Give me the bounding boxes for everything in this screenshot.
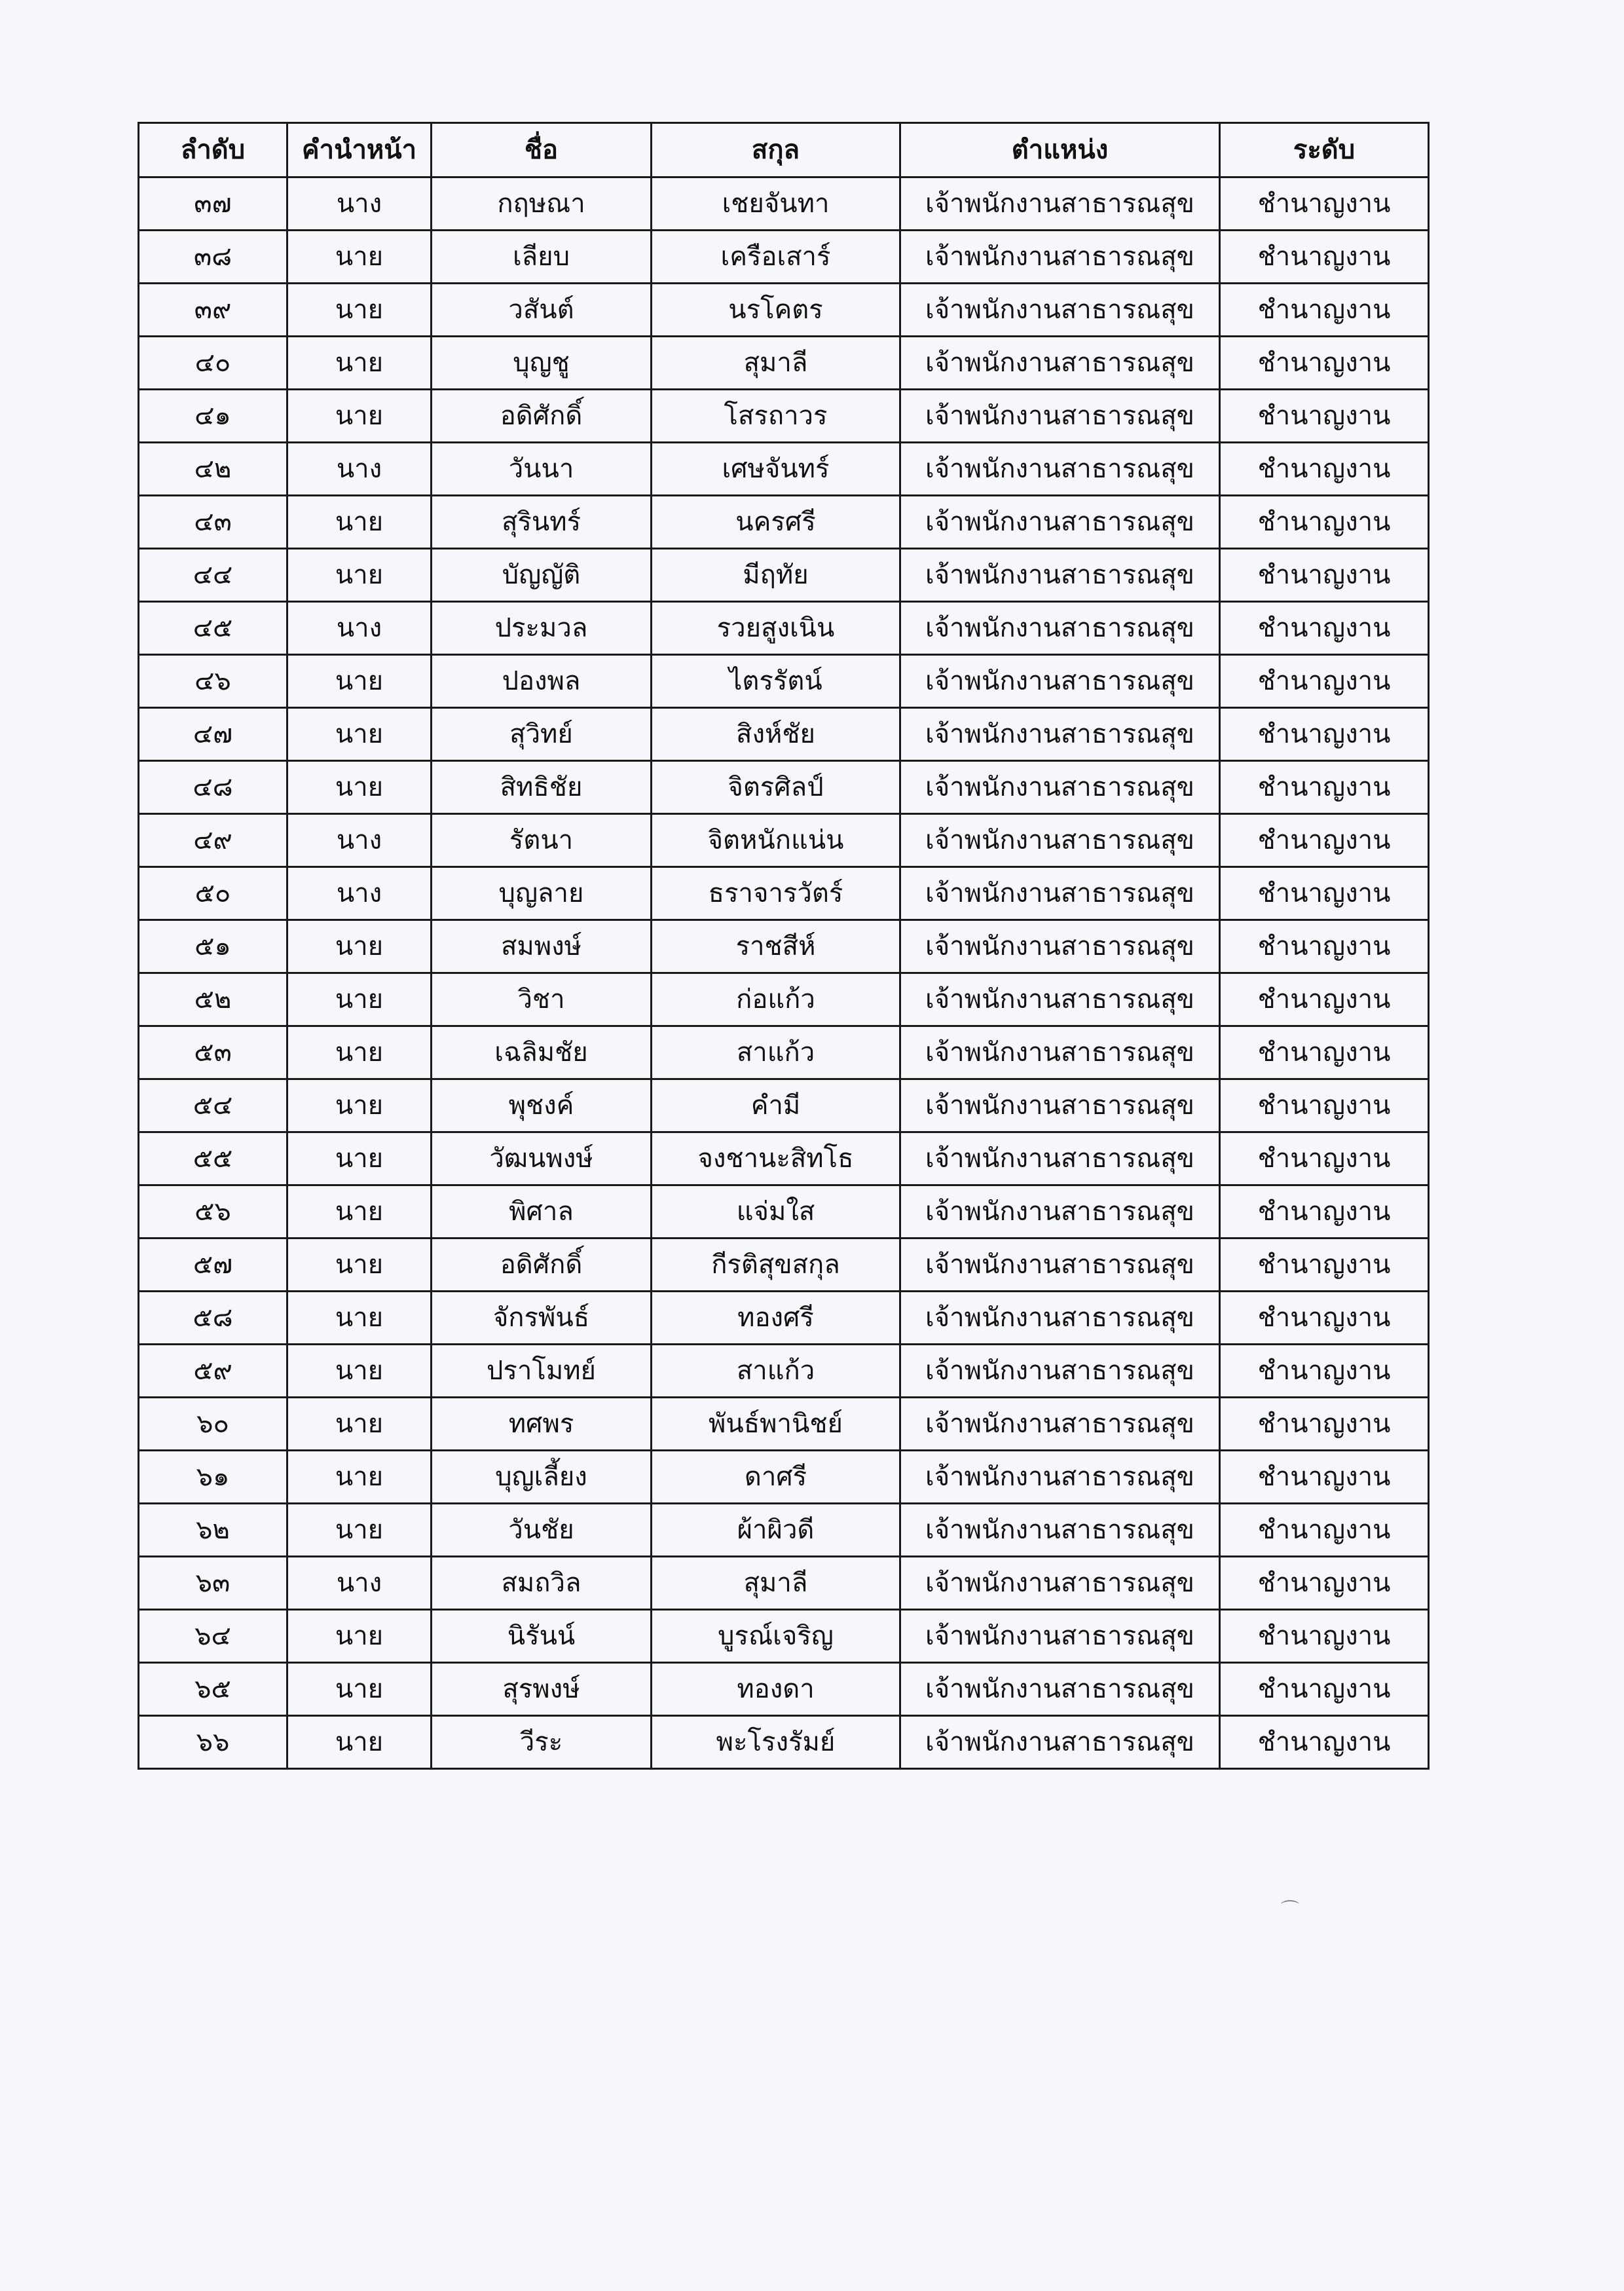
table-row bbox=[139, 1185, 1429, 1239]
cell-title: นาย bbox=[287, 1185, 432, 1239]
cell-position: เจ้าพนักงานสาธารณสุข bbox=[900, 1557, 1220, 1610]
cell-title: นาย bbox=[287, 655, 432, 708]
cell-title: นาง bbox=[287, 867, 432, 920]
cell-position: เจ้าพนักงานสาธารณสุข bbox=[900, 496, 1220, 549]
cell-level: ชำนาญงาน bbox=[1220, 337, 1429, 390]
cell-level: ชำนาญงาน bbox=[1220, 496, 1429, 549]
cell-level: ชำนาญงาน bbox=[1220, 1663, 1429, 1716]
cell-position: เจ้าพนักงานสาธารณสุข bbox=[900, 1663, 1220, 1716]
cell-position: เจ้าพนักงานสาธารณสุข bbox=[900, 390, 1220, 443]
cell-number: ๔๘ bbox=[139, 761, 287, 814]
table-row bbox=[139, 920, 1429, 973]
cell-first-name: ปองพล bbox=[432, 655, 652, 708]
cell-last-name: เศษจันทร์ bbox=[652, 443, 900, 496]
cell-level: ชำนาญงาน bbox=[1220, 973, 1429, 1026]
cell-last-name: ก่อแก้ว bbox=[652, 973, 900, 1026]
table-row bbox=[139, 1663, 1429, 1716]
cell-position: เจ้าพนักงานสาธารณสุข bbox=[900, 761, 1220, 814]
cell-position: เจ้าพนักงานสาธารณสุข bbox=[900, 337, 1220, 390]
header-position: ตำแหน่ง bbox=[900, 123, 1220, 177]
cell-level: ชำนาญงาน bbox=[1220, 867, 1429, 920]
cell-first-name: จักรพันธ์ bbox=[432, 1292, 652, 1345]
table-row bbox=[139, 1557, 1429, 1610]
cell-first-name: วันชัย bbox=[432, 1504, 652, 1557]
cell-level: ชำนาญงาน bbox=[1220, 655, 1429, 708]
cell-first-name: สมถวิล bbox=[432, 1557, 652, 1610]
cell-number: ๖๒ bbox=[139, 1504, 287, 1557]
cell-number: ๔๙ bbox=[139, 814, 287, 867]
cell-title: นาย bbox=[287, 1398, 432, 1451]
cell-level: ชำนาญงาน bbox=[1220, 284, 1429, 337]
cell-number: ๕๑ bbox=[139, 920, 287, 973]
cell-title: นาย bbox=[287, 496, 432, 549]
cell-position: เจ้าพนักงานสาธารณสุข bbox=[900, 1026, 1220, 1079]
cell-last-name: บูรณ์เจริญ bbox=[652, 1610, 900, 1663]
cell-number: ๔๗ bbox=[139, 708, 287, 761]
cell-number: ๔๐ bbox=[139, 337, 287, 390]
table-row bbox=[139, 1716, 1429, 1769]
header-last-name: สกุล bbox=[652, 123, 900, 177]
table-row bbox=[139, 443, 1429, 496]
cell-level: ชำนาญงาน bbox=[1220, 390, 1429, 443]
cell-title: นาย bbox=[287, 1026, 432, 1079]
table-row bbox=[139, 496, 1429, 549]
cell-first-name: เฉลิมชัย bbox=[432, 1026, 652, 1079]
table-row bbox=[139, 177, 1429, 231]
table-row bbox=[139, 1610, 1429, 1663]
cell-level: ชำนาญงาน bbox=[1220, 1398, 1429, 1451]
cell-last-name: โสรถาวร bbox=[652, 390, 900, 443]
cell-level: ชำนาญงาน bbox=[1220, 1557, 1429, 1610]
cell-last-name: พะโรงรัมย์ bbox=[652, 1716, 900, 1769]
cell-level: ชำนาญงาน bbox=[1220, 1345, 1429, 1398]
cell-level: ชำนาญงาน bbox=[1220, 1185, 1429, 1239]
cell-number: ๔๖ bbox=[139, 655, 287, 708]
cell-first-name: อดิศักดิ์ bbox=[432, 1239, 652, 1292]
table-row bbox=[139, 1292, 1429, 1345]
cell-level: ชำนาญงาน bbox=[1220, 443, 1429, 496]
cell-number: ๕๕ bbox=[139, 1132, 287, 1185]
cell-first-name: กฤษณา bbox=[432, 177, 652, 231]
cell-first-name: บุญลาย bbox=[432, 867, 652, 920]
cell-last-name: รวยสูงเนิน bbox=[652, 602, 900, 655]
cell-first-name: นิรันน์ bbox=[432, 1610, 652, 1663]
cell-first-name: บุญชู bbox=[432, 337, 652, 390]
cell-level: ชำนาญงาน bbox=[1220, 1504, 1429, 1557]
cell-position: เจ้าพนักงานสาธารณสุข bbox=[900, 1292, 1220, 1345]
cell-position: เจ้าพนักงานสาธารณสุข bbox=[900, 1185, 1220, 1239]
cell-first-name: วันนา bbox=[432, 443, 652, 496]
cell-title: นาย bbox=[287, 761, 432, 814]
cell-last-name: นรโคตร bbox=[652, 284, 900, 337]
cell-first-name: วสันต์ bbox=[432, 284, 652, 337]
cell-last-name: ธราจารวัตร์ bbox=[652, 867, 900, 920]
cell-level: ชำนาญงาน bbox=[1220, 1610, 1429, 1663]
cell-number: ๔๑ bbox=[139, 390, 287, 443]
cell-last-name: เครือเสาร์ bbox=[652, 231, 900, 284]
table-row bbox=[139, 1398, 1429, 1451]
cell-number: ๕๒ bbox=[139, 973, 287, 1026]
cell-last-name: สุมาลี bbox=[652, 1557, 900, 1610]
cell-title: นาง bbox=[287, 814, 432, 867]
cell-last-name: สาแก้ว bbox=[652, 1345, 900, 1398]
cell-first-name: วีระ bbox=[432, 1716, 652, 1769]
cell-first-name: พิศาล bbox=[432, 1185, 652, 1239]
cell-last-name: สุมาลี bbox=[652, 337, 900, 390]
cell-last-name: จงชานะสิทโธ bbox=[652, 1132, 900, 1185]
cell-title: นาย bbox=[287, 231, 432, 284]
cell-level: ชำนาญงาน bbox=[1220, 1451, 1429, 1504]
cell-number: ๖๔ bbox=[139, 1610, 287, 1663]
cell-last-name: กีรติสุขสกุล bbox=[652, 1239, 900, 1292]
cell-level: ชำนาญงาน bbox=[1220, 1026, 1429, 1079]
cell-last-name: ไตรรัตน์ bbox=[652, 655, 900, 708]
cell-level: ชำนาญงาน bbox=[1220, 708, 1429, 761]
cell-title: นาย bbox=[287, 973, 432, 1026]
cell-first-name: ประมวล bbox=[432, 602, 652, 655]
cell-title: นาย bbox=[287, 1345, 432, 1398]
cell-number: ๕๙ bbox=[139, 1345, 287, 1398]
cell-level: ชำนาญงาน bbox=[1220, 761, 1429, 814]
cell-last-name: ราชสีห์ bbox=[652, 920, 900, 973]
cell-title: นาย bbox=[287, 549, 432, 602]
table-row bbox=[139, 284, 1429, 337]
table-row bbox=[139, 1132, 1429, 1185]
cell-last-name: ทองดา bbox=[652, 1663, 900, 1716]
cell-position: เจ้าพนักงานสาธารณสุข bbox=[900, 177, 1220, 231]
cell-level: ชำนาญงาน bbox=[1220, 549, 1429, 602]
cell-first-name: วัฒนพงษ์ bbox=[432, 1132, 652, 1185]
cell-position: เจ้าพนักงานสาธารณสุข bbox=[900, 1451, 1220, 1504]
cell-first-name: พุชงค์ bbox=[432, 1079, 652, 1132]
cell-first-name: บัญญัติ bbox=[432, 549, 652, 602]
cell-first-name: วิชา bbox=[432, 973, 652, 1026]
cell-first-name: ทศพร bbox=[432, 1398, 652, 1451]
cell-level: ชำนาญงาน bbox=[1220, 602, 1429, 655]
cell-title: นาง bbox=[287, 443, 432, 496]
cell-title: นาย bbox=[287, 1132, 432, 1185]
cell-last-name: ดาศรี bbox=[652, 1451, 900, 1504]
cell-number: ๖๑ bbox=[139, 1451, 287, 1504]
cell-title: นาง bbox=[287, 602, 432, 655]
cell-last-name: จิตรศิลป์ bbox=[652, 761, 900, 814]
cell-position: เจ้าพนักงานสาธารณสุข bbox=[900, 549, 1220, 602]
cell-first-name: สมพงษ์ bbox=[432, 920, 652, 973]
cell-first-name: บุญเลี้ยง bbox=[432, 1451, 652, 1504]
table-row bbox=[139, 761, 1429, 814]
cell-number: ๓๙ bbox=[139, 284, 287, 337]
staff-table bbox=[138, 122, 1430, 1770]
cell-number: ๖๖ bbox=[139, 1716, 287, 1769]
table-row bbox=[139, 1504, 1429, 1557]
cell-level: ชำนาญงาน bbox=[1220, 814, 1429, 867]
cell-title: นาย bbox=[287, 1451, 432, 1504]
cell-position: เจ้าพนักงานสาธารณสุข bbox=[900, 1079, 1220, 1132]
cell-last-name: สาแก้ว bbox=[652, 1026, 900, 1079]
table-row bbox=[139, 867, 1429, 920]
table-row bbox=[139, 231, 1429, 284]
cell-position: เจ้าพนักงานสาธารณสุข bbox=[900, 655, 1220, 708]
cell-number: ๕๖ bbox=[139, 1185, 287, 1239]
cell-last-name: ผ้าผิวดี bbox=[652, 1504, 900, 1557]
cell-first-name: สุวิทย์ bbox=[432, 708, 652, 761]
cell-position: เจ้าพนักงานสาธารณสุข bbox=[900, 602, 1220, 655]
cell-last-name: มีฤทัย bbox=[652, 549, 900, 602]
header-number: ลำดับ bbox=[139, 123, 287, 177]
cell-position: เจ้าพนักงานสาธารณสุข bbox=[900, 443, 1220, 496]
cell-first-name: สุรพงษ์ bbox=[432, 1663, 652, 1716]
table-row bbox=[139, 549, 1429, 602]
table-body bbox=[139, 177, 1429, 1769]
table-row bbox=[139, 337, 1429, 390]
cell-level: ชำนาญงาน bbox=[1220, 1079, 1429, 1132]
cell-title: นาย bbox=[287, 708, 432, 761]
cell-last-name: เชยจันทา bbox=[652, 177, 900, 231]
header-level: ระดับ bbox=[1220, 123, 1429, 177]
cell-title: นาย bbox=[287, 390, 432, 443]
cell-position: เจ้าพนักงานสาธารณสุข bbox=[900, 1132, 1220, 1185]
cell-first-name: อดิศักดิ์ bbox=[432, 390, 652, 443]
table-row bbox=[139, 1079, 1429, 1132]
cell-title: นาย bbox=[287, 1663, 432, 1716]
cell-title: นาย bbox=[287, 920, 432, 973]
cell-last-name: แจ่มใส bbox=[652, 1185, 900, 1239]
cell-number: ๖๕ bbox=[139, 1663, 287, 1716]
cell-last-name: คำมี bbox=[652, 1079, 900, 1132]
cell-number: ๕๗ bbox=[139, 1239, 287, 1292]
cell-number: ๖๓ bbox=[139, 1557, 287, 1610]
cell-number: ๕๔ bbox=[139, 1079, 287, 1132]
cell-last-name: ทองศรี bbox=[652, 1292, 900, 1345]
cell-first-name: สิทธิชัย bbox=[432, 761, 652, 814]
cell-position: เจ้าพนักงานสาธารณสุข bbox=[900, 284, 1220, 337]
cell-position: เจ้าพนักงานสาธารณสุข bbox=[900, 231, 1220, 284]
cell-first-name: เลียบ bbox=[432, 231, 652, 284]
cell-number: ๔๓ bbox=[139, 496, 287, 549]
cell-title: นาย bbox=[287, 1079, 432, 1132]
table-row bbox=[139, 1451, 1429, 1504]
table-row bbox=[139, 602, 1429, 655]
cell-first-name: สุรินทร์ bbox=[432, 496, 652, 549]
cell-number: ๕๓ bbox=[139, 1026, 287, 1079]
table-header bbox=[139, 123, 1429, 177]
page-mark: ⌒ bbox=[1281, 1899, 1300, 1920]
cell-position: เจ้าพนักงานสาธารณสุข bbox=[900, 867, 1220, 920]
cell-title: นาย bbox=[287, 1504, 432, 1557]
table-row bbox=[139, 1026, 1429, 1079]
cell-number: ๔๕ bbox=[139, 602, 287, 655]
cell-number: ๕๐ bbox=[139, 867, 287, 920]
cell-level: ชำนาญงาน bbox=[1220, 177, 1429, 231]
cell-level: ชำนาญงาน bbox=[1220, 1292, 1429, 1345]
cell-position: เจ้าพนักงานสาธารณสุข bbox=[900, 1610, 1220, 1663]
cell-position: เจ้าพนักงานสาธารณสุข bbox=[900, 814, 1220, 867]
cell-number: ๓๘ bbox=[139, 231, 287, 284]
cell-title: นาย bbox=[287, 1716, 432, 1769]
cell-position: เจ้าพนักงานสาธารณสุข bbox=[900, 920, 1220, 973]
cell-title: นาง bbox=[287, 177, 432, 231]
table-row bbox=[139, 1345, 1429, 1398]
table-row bbox=[139, 390, 1429, 443]
cell-level: ชำนาญงาน bbox=[1220, 1716, 1429, 1769]
cell-level: ชำนาญงาน bbox=[1220, 920, 1429, 973]
cell-title: นาง bbox=[287, 1557, 432, 1610]
cell-number: ๓๗ bbox=[139, 177, 287, 231]
cell-title: นาย bbox=[287, 1610, 432, 1663]
cell-position: เจ้าพนักงานสาธารณสุข bbox=[900, 708, 1220, 761]
cell-level: ชำนาญงาน bbox=[1220, 231, 1429, 284]
cell-number: ๔๒ bbox=[139, 443, 287, 496]
cell-position: เจ้าพนักงานสาธารณสุข bbox=[900, 1716, 1220, 1769]
cell-position: เจ้าพนักงานสาธารณสุข bbox=[900, 1504, 1220, 1557]
header-row bbox=[139, 123, 1429, 177]
header-title: คำนำหน้า bbox=[287, 123, 432, 177]
cell-last-name: สิงห์ชัย bbox=[652, 708, 900, 761]
table-row bbox=[139, 1239, 1429, 1292]
header-first-name: ชื่อ bbox=[432, 123, 652, 177]
cell-title: นาย bbox=[287, 284, 432, 337]
cell-last-name: จิตหนักแน่น bbox=[652, 814, 900, 867]
cell-position: เจ้าพนักงานสาธารณสุข bbox=[900, 1239, 1220, 1292]
cell-first-name: รัตนา bbox=[432, 814, 652, 867]
cell-title: นาย bbox=[287, 1292, 432, 1345]
cell-level: ชำนาญงาน bbox=[1220, 1132, 1429, 1185]
table-row bbox=[139, 814, 1429, 867]
cell-last-name: พันธ์พานิชย์ bbox=[652, 1398, 900, 1451]
table-row bbox=[139, 655, 1429, 708]
cell-title: นาย bbox=[287, 337, 432, 390]
cell-first-name: ปราโมทย์ bbox=[432, 1345, 652, 1398]
table-row bbox=[139, 708, 1429, 761]
cell-last-name: นครศรี bbox=[652, 496, 900, 549]
cell-number: ๖๐ bbox=[139, 1398, 287, 1451]
table-row bbox=[139, 973, 1429, 1026]
cell-level: ชำนาญงาน bbox=[1220, 1239, 1429, 1292]
cell-position: เจ้าพนักงานสาธารณสุข bbox=[900, 1345, 1220, 1398]
cell-number: ๔๔ bbox=[139, 549, 287, 602]
cell-position: เจ้าพนักงานสาธารณสุข bbox=[900, 1398, 1220, 1451]
cell-number: ๕๘ bbox=[139, 1292, 287, 1345]
cell-title: นาย bbox=[287, 1239, 432, 1292]
cell-position: เจ้าพนักงานสาธารณสุข bbox=[900, 973, 1220, 1026]
